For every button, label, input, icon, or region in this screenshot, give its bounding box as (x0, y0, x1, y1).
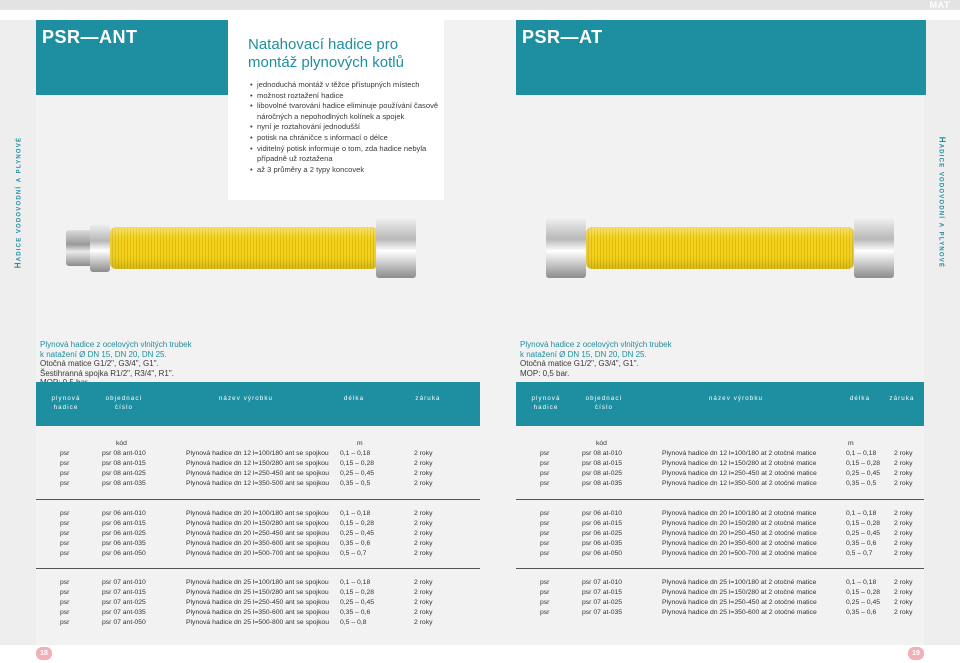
cell-code: psr 06 ant-015 (102, 520, 146, 527)
right-title-box (516, 20, 926, 95)
left-sub-m: m (357, 440, 363, 447)
cell-length: 0,5 – 0,7 (340, 550, 367, 557)
cell-name: Plynová hadice dn 20 l=250-450 at 2 otočné matice (662, 530, 817, 537)
right-sub-code: kód (596, 440, 607, 447)
cell-code: psr 07 at-010 (582, 579, 623, 586)
feature-item: • nyní je roztahování jednodušší (250, 122, 440, 133)
feature-item: • libovolné tvarování hadice eliminuje používání časově náročných a nepohodlných kolínek a spojek (250, 101, 440, 122)
cell-hose: psr (60, 550, 70, 557)
cell-length: 0,25 – 0,45 (340, 530, 375, 537)
cell-length: 0,1 – 0,18 (340, 510, 371, 517)
left-sub-code: kód (116, 440, 127, 447)
group-divider (516, 499, 924, 500)
swivel-nut-right (854, 218, 894, 278)
hose-ant-image (36, 200, 480, 300)
desc-line: k natažení Ø DN 15, DN 20, DN 25. (40, 349, 167, 359)
cell-warranty: 2 roky (894, 599, 913, 606)
left-table-header (36, 382, 480, 426)
sidebar-label-right: Hadice vodovodní a plynové (937, 136, 947, 269)
cell-length: 0,1 – 0,18 (340, 579, 371, 586)
cell-name: Plynová hadice dn 12 l=150/280 ant se spojkou (186, 460, 329, 467)
right-sub-m: m (848, 440, 854, 447)
cell-hose: psr (540, 609, 550, 616)
cell-hose: psr (540, 599, 550, 606)
cell-length: 0,25 – 0,45 (846, 530, 881, 537)
cell-name: Plynová hadice dn 25 l=500-800 ant se spojkou (186, 619, 330, 626)
cell-name: Plynová hadice dn 12 l=100/180 at 2 otočné matice (662, 450, 817, 457)
cell-hose: psr (60, 579, 70, 586)
cell-warranty: 2 roky (414, 589, 433, 596)
cell-hose: psr (60, 450, 70, 457)
desc-line: Šestihranná spojka R1/2", R3/4", R1". (40, 368, 174, 378)
cell-name: Plynová hadice dn 20 l=150/280 at 2 otočné matice (662, 520, 817, 527)
cell-hose: psr (60, 480, 70, 487)
cell-hose: psr (60, 599, 70, 606)
col-warranty: záruka (889, 395, 915, 402)
cell-name: Plynová hadice dn 20 l=100/180 at 2 otočné matice (662, 510, 817, 517)
cell-name: Plynová hadice dn 25 l=250-450 at 2 otočné matice (662, 599, 817, 606)
cell-warranty: 2 roky (894, 579, 913, 586)
cell-name: Plynová hadice dn 20 l=350-600 at 2 otočné matice (662, 540, 817, 547)
left-sidebar (0, 20, 36, 645)
cell-hose: psr (540, 450, 550, 457)
cell-length: 0,1 – 0,18 (846, 579, 877, 586)
hose-at-image (516, 200, 924, 300)
feature-item: • až 3 průměry a 2 typy koncovek (250, 165, 440, 176)
col-name: název výrobku (218, 395, 274, 402)
cell-hose: psr (540, 460, 550, 467)
cell-code: psr 06 at-015 (582, 520, 623, 527)
cell-name: Plynová hadice dn 20 l=500-700 at 2 otočné matice (662, 550, 817, 557)
cell-warranty: 2 roky (414, 579, 433, 586)
cell-length: 0,1 – 0,18 (846, 450, 877, 457)
cell-length: 0,25 – 0,45 (846, 599, 881, 606)
cell-warranty: 2 roky (894, 520, 913, 527)
cell-length: 0,5 – 0,8 (340, 619, 367, 626)
cell-warranty: 2 roky (414, 480, 433, 487)
cell-hose: psr (60, 619, 70, 626)
cell-length: 0,35 – 0,5 (340, 480, 371, 487)
cell-hose: psr (60, 540, 70, 547)
cell-name: Plynová hadice dn 25 l=350-600 at 2 otočné matice (662, 609, 817, 616)
cell-hose: psr (60, 520, 70, 527)
cell-name: Plynová hadice dn 25 l=150/280 at 2 otočné matice (662, 589, 817, 596)
cell-hose: psr (60, 470, 70, 477)
cell-warranty: 2 roky (414, 460, 433, 467)
desc-line: Otočná matice G1/2", G3/4", G1". (40, 359, 159, 369)
col-order: objednací číslo (585, 395, 623, 411)
cell-warranty: 2 roky (894, 530, 913, 537)
yellow-sleeve (110, 227, 378, 269)
cell-length: 0,1 – 0,18 (340, 450, 371, 457)
col-order: objednací číslo (105, 395, 143, 411)
cell-name: Plynová hadice dn 20 l=100/180 ant se spojkou (186, 510, 329, 517)
cell-code: psr 07 at-035 (582, 609, 623, 616)
cell-warranty: 2 roky (894, 480, 913, 487)
cell-code: psr 07 ant-050 (102, 619, 146, 626)
cell-name: Plynová hadice dn 25 l=350-600 ant se spojkou (186, 609, 330, 616)
feature-item: • viditelný potisk informuje o tom, zda hadice nebyla případně už roztažena (250, 144, 440, 165)
desc-line: Plynová hadice z ocelových vlnitých trubek (40, 340, 192, 349)
cell-warranty: 2 roky (414, 510, 433, 517)
group-divider (516, 568, 924, 569)
cell-hose: psr (60, 609, 70, 616)
col-hose: plynová hadice (531, 395, 561, 411)
cell-warranty: 2 roky (414, 450, 433, 457)
right-description (520, 340, 720, 378)
cell-length: 0,35 – 0,5 (846, 480, 877, 487)
col-hose: plynová hadice (51, 395, 81, 411)
desc-line: k natažení Ø DN 15, DN 20, DN 25. (520, 349, 647, 359)
cell-warranty: 2 roky (414, 609, 433, 616)
cell-warranty: 2 roky (414, 470, 433, 477)
desc-line: MOP: 0,5 bar. (520, 368, 570, 378)
cell-code: psr 08 ant-010 (102, 450, 146, 457)
cell-hose: psr (540, 579, 550, 586)
male-thread (66, 230, 92, 266)
swivel-nut-left (546, 218, 586, 278)
cell-length: 0,15 – 0,28 (846, 520, 881, 527)
cell-name: Plynová hadice dn 12 l=350-500 at 2 otočné matice (662, 480, 817, 487)
yellow-sleeve (586, 227, 854, 269)
cell-code: psr 07 ant-010 (102, 579, 146, 586)
group-divider (36, 499, 480, 500)
cell-code: psr 06 ant-050 (102, 550, 146, 557)
cell-warranty: 2 roky (414, 520, 433, 527)
col-length: délka (849, 395, 871, 402)
cell-warranty: 2 roky (414, 530, 433, 537)
cell-code: psr 08 at-015 (582, 460, 623, 467)
cell-hose: psr (540, 470, 550, 477)
cell-name: Plynová hadice dn 20 l=350-600 ant se spojkou (186, 540, 330, 547)
cell-code: psr 06 ant-025 (102, 530, 146, 537)
cell-hose: psr (540, 520, 550, 527)
col-warranty: záruka (415, 395, 441, 402)
cell-hose: psr (540, 550, 550, 557)
cell-warranty: 2 roky (414, 550, 433, 557)
cell-code: psr 08 at-025 (582, 470, 623, 477)
cell-length: 0,25 – 0,45 (340, 599, 375, 606)
cell-hose: psr (540, 530, 550, 537)
cell-length: 0,15 – 0,28 (340, 520, 375, 527)
cell-length: 0,35 – 0,6 (846, 540, 877, 547)
cell-length: 0,35 – 0,6 (340, 609, 371, 616)
cell-length: 0,5 – 0,7 (846, 550, 873, 557)
cell-code: psr 08 at-010 (582, 450, 623, 457)
cell-code: psr 07 ant-035 (102, 609, 146, 616)
cell-warranty: 2 roky (894, 470, 913, 477)
cell-code: psr 08 ant-015 (102, 460, 146, 467)
cell-hose: psr (60, 530, 70, 537)
cell-warranty: 2 roky (894, 510, 913, 517)
cell-code: psr 08 ant-025 (102, 470, 146, 477)
cell-warranty: 2 roky (894, 550, 913, 557)
cell-warranty: 2 roky (894, 450, 913, 457)
cell-warranty: 2 roky (414, 599, 433, 606)
cell-length: 0,25 – 0,45 (340, 470, 375, 477)
cell-length: 0,15 – 0,28 (340, 460, 375, 467)
cell-code: psr 08 ant-035 (102, 480, 146, 487)
col-length: délka (343, 395, 365, 402)
left-heading: Natahovací hadice pro montáž plynových kotlů (248, 36, 404, 71)
feature-box (228, 20, 444, 200)
cell-name: Plynová hadice dn 12 l=250-450 ant se spojkou (186, 470, 330, 477)
col-name: název výrobku (708, 395, 764, 402)
cell-warranty: 2 roky (894, 589, 913, 596)
cell-name: Plynová hadice dn 20 l=250-450 ant se spojkou (186, 530, 330, 537)
cell-hose: psr (540, 589, 550, 596)
cell-name: Plynová hadice dn 12 l=100/180 ant se spojkou (186, 450, 329, 457)
brand-logo: MAT (929, 0, 950, 10)
cell-name: Plynová hadice dn 20 l=150/280 ant se spojkou (186, 520, 329, 527)
desc-line: Otočná matice G1/2", G3/4", G1". (520, 359, 639, 369)
right-sidebar (924, 20, 960, 645)
hex-nipple (90, 224, 110, 272)
cell-code: psr 06 at-035 (582, 540, 623, 547)
cell-name: Plynová hadice dn 12 l=150/280 at 2 otočné matice (662, 460, 817, 467)
cell-warranty: 2 roky (894, 460, 913, 467)
cell-warranty: 2 roky (894, 609, 913, 616)
cell-name: Plynová hadice dn 25 l=250-450 ant se spojkou (186, 599, 330, 606)
cell-length: 0,1 – 0,18 (846, 510, 877, 517)
cell-hose: psr (60, 589, 70, 596)
cell-name: Plynová hadice dn 12 l=250-450 at 2 otočné matice (662, 470, 817, 477)
cell-length: 0,15 – 0,28 (340, 589, 375, 596)
cell-name: Plynová hadice dn 25 l=100/180 at 2 otočné matice (662, 579, 817, 586)
left-title-box (36, 20, 228, 95)
feature-item: • jednoduchá montáž v těžce přístupných místech (250, 80, 440, 91)
cell-name: Plynová hadice dn 12 l=350-500 ant se spojkou (186, 480, 330, 487)
sidebar-label-left: Hadice vodovodní a plynové (13, 136, 23, 269)
cell-code: psr 07 at-015 (582, 589, 623, 596)
cell-code: psr 08 at-035 (582, 480, 623, 487)
cell-code: psr 06 ant-035 (102, 540, 146, 547)
left-description (40, 340, 240, 388)
cell-code: psr 07 at-025 (582, 599, 623, 606)
group-divider (36, 568, 480, 569)
cell-length: 0,25 – 0,45 (846, 470, 881, 477)
page-number-right: 19 (908, 647, 924, 660)
feature-list (250, 80, 440, 175)
cell-hose: psr (540, 540, 550, 547)
cell-hose: psr (540, 510, 550, 517)
cell-length: 0,15 – 0,28 (846, 589, 881, 596)
cell-name: Plynová hadice dn 25 l=150/280 ant se spojkou (186, 589, 329, 596)
cell-hose: psr (60, 460, 70, 467)
right-product-code: PSR—AT (522, 27, 603, 47)
cell-warranty: 2 roky (414, 540, 433, 547)
cell-code: psr 07 ant-025 (102, 599, 146, 606)
cell-name: Plynová hadice dn 25 l=100/180 ant se spojkou (186, 579, 329, 586)
cell-length: 0,15 – 0,28 (846, 460, 881, 467)
cell-length: 0,35 – 0,6 (846, 609, 877, 616)
right-table-header (516, 382, 924, 426)
cell-hose: psr (60, 510, 70, 517)
cell-code: psr 07 ant-015 (102, 589, 146, 596)
page-number-left: 18 (36, 647, 52, 660)
cell-length: 0,35 – 0,6 (340, 540, 371, 547)
cell-code: psr 06 at-025 (582, 530, 623, 537)
cell-warranty: 2 roky (414, 619, 433, 626)
desc-line: Plynová hadice z ocelových vlnitých trubek (520, 340, 672, 349)
left-product-code: PSR—ANT (42, 27, 138, 47)
cell-hose: psr (540, 480, 550, 487)
cell-warranty: 2 roky (894, 540, 913, 547)
cell-code: psr 06 at-050 (582, 550, 623, 557)
top-bar (0, 0, 960, 10)
swivel-nut (376, 218, 416, 278)
cell-code: psr 06 ant-010 (102, 510, 146, 517)
cell-code: psr 06 at-010 (582, 510, 623, 517)
feature-item: • potisk na chráničce s informací o délce (250, 133, 440, 144)
cell-name: Plynová hadice dn 20 l=500-700 ant se spojkou (186, 550, 330, 557)
feature-item: • možnost roztažení hadice (250, 91, 440, 102)
